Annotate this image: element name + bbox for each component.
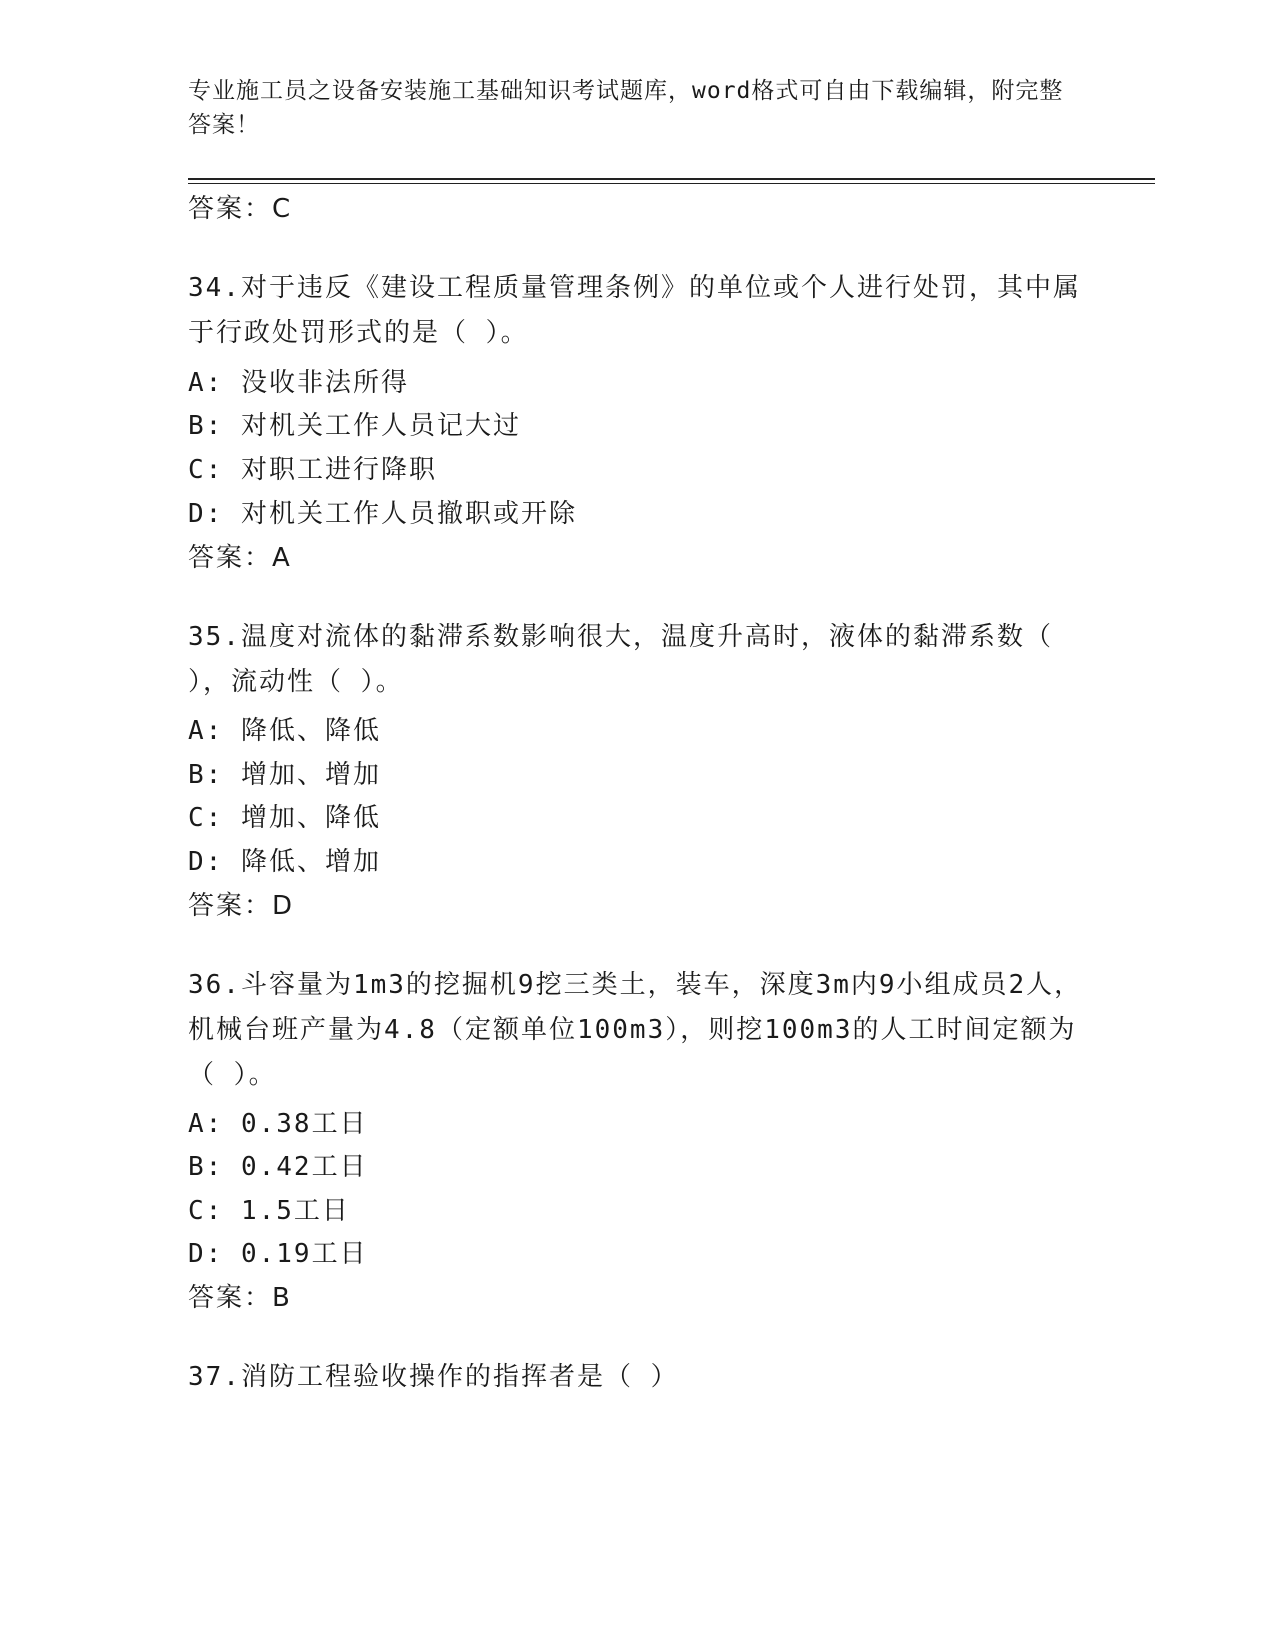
answer-34: 答案：A: [188, 543, 292, 573]
question-35: 35.温度对流体的黏滞系数影响很大，温度升高时，液体的黏滞系数（ ），流动性（ ）。: [188, 622, 1053, 697]
answer-36: 答案：B: [188, 1283, 292, 1313]
answer-35: 答案：D: [188, 891, 295, 921]
option-34-a: A: 没收非法所得: [188, 368, 409, 398]
option-35-a: A: 降低、降低: [188, 716, 381, 746]
question-36: 36.斗容量为1m3的挖掘机9挖三类土，装车，深度3m内9小组成员2人，机械台班产量为4.8（定额单位100m3），则挖100m3的人工时间定额为（ ）。: [188, 970, 1083, 1090]
option-34-b: B: 对机关工作人员记大过: [188, 411, 521, 441]
option-36-d: D: 0.19工日: [188, 1239, 368, 1269]
option-35-d: D: 降低、增加: [188, 847, 381, 877]
option-34-d: D: 对机关工作人员撤职或开除: [188, 499, 577, 529]
option-35-b: B: 增加、增加: [188, 760, 381, 790]
document-header: 专业施工员之设备安装施工基础知识考试题库，word格式可自由下载编辑，附完整答案！: [188, 78, 1064, 138]
answer-33: 答案：C: [188, 194, 293, 224]
header-divider-thin: [188, 183, 1155, 184]
option-36-a: A: 0.38工日: [188, 1109, 368, 1139]
option-36-c: C: 1.5工日: [188, 1196, 350, 1226]
question-37: 37.消防工程验收操作的指挥者是（ ）: [188, 1362, 679, 1392]
option-35-c: C: 增加、降低: [188, 803, 381, 833]
question-34: 34.对于违反《建设工程质量管理条例》的单位或个人进行处罚，其中属于行政处罚形式的是（ ）。: [188, 273, 1081, 348]
option-36-b: B: 0.42工日: [188, 1152, 368, 1182]
header-divider-thick: [188, 178, 1155, 180]
option-34-c: C: 对职工进行降职: [188, 455, 437, 485]
